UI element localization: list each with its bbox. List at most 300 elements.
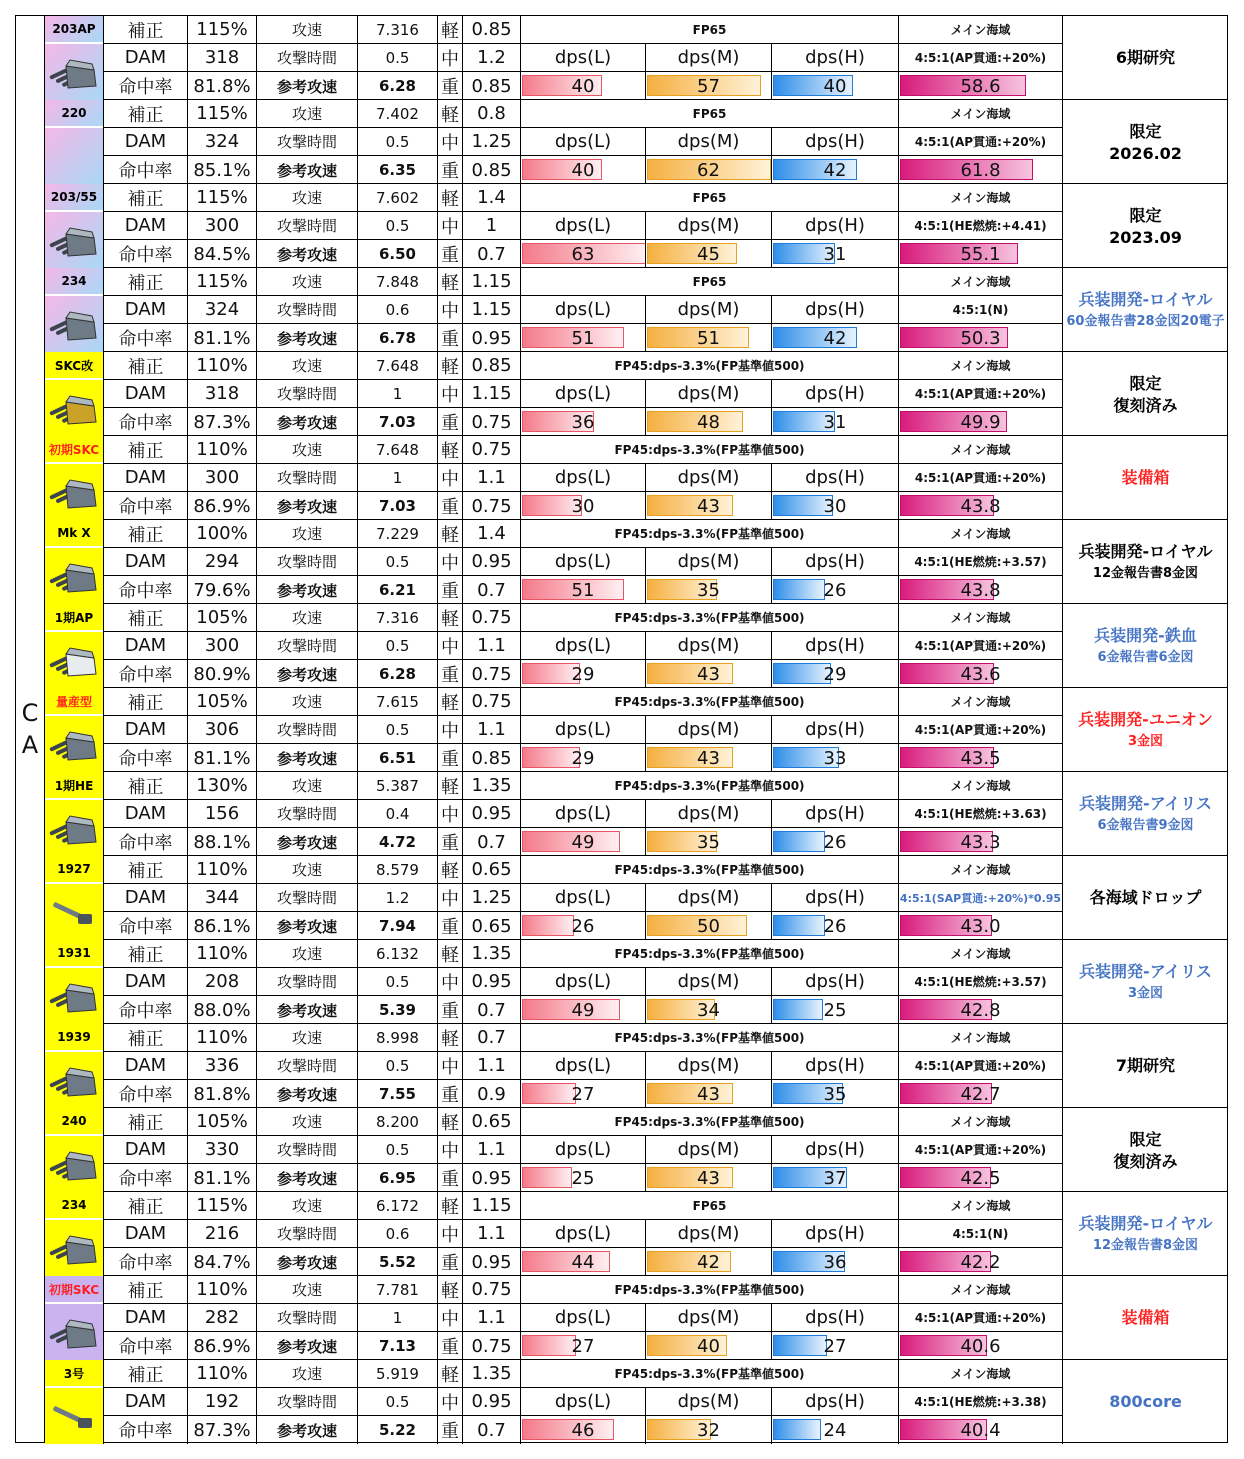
score-value: 43.8	[960, 495, 1001, 517]
dps-medium-cell	[646, 996, 772, 1024]
stat-label: DAM	[104, 296, 188, 324]
twin-turret-icon	[45, 1220, 103, 1276]
stat-label: DAM	[104, 1220, 188, 1248]
speed-value: 8.998	[358, 1024, 438, 1052]
stat-value: 115%	[188, 100, 257, 128]
armor-modifier: 0.95	[463, 1388, 521, 1416]
armor-label: 軽	[438, 100, 463, 128]
dps-medium-value: 50	[697, 915, 720, 937]
source-main: 800core	[1109, 1392, 1182, 1411]
dps-heavy-header: dps(H)	[772, 128, 899, 156]
speed-value: 6.50	[358, 240, 438, 268]
gun-name: 1939	[45, 1024, 103, 1050]
speed-value: 6.35	[358, 156, 438, 184]
dps-medium-value: 62	[697, 159, 720, 181]
dps-medium-header: dps(M)	[646, 968, 772, 996]
dps-heavy-header: dps(H)	[772, 1304, 899, 1332]
dps-medium-cell	[646, 1248, 772, 1276]
score-value: 43.8	[960, 579, 1001, 601]
armor-modifier: 0.95	[463, 1248, 521, 1276]
speed-label: 参考攻速	[257, 576, 358, 604]
dps-heavy-value: 26	[823, 579, 847, 601]
dps-medium-cell	[646, 240, 772, 268]
fp-note: FP45:dps-3.3%(FP基準値500)	[521, 436, 899, 464]
dps-medium-header: dps(M)	[646, 800, 772, 828]
fp-note: FP45:dps-3.3%(FP基準値500)	[521, 520, 899, 548]
speed-label: 参考攻速	[257, 324, 358, 352]
speed-label: 参考攻速	[257, 1080, 358, 1108]
gun-name: SKC改	[45, 352, 103, 378]
score-cell	[899, 912, 1063, 940]
triple-turret-icon	[45, 716, 103, 772]
armor-label: 中	[438, 1052, 463, 1080]
triple-turret-icon	[45, 1052, 103, 1108]
dps-light-header: dps(L)	[521, 128, 646, 156]
ratio-note: 4:5:1(HE燃焼:+3.63)	[899, 800, 1063, 828]
stat-label: DAM	[104, 464, 188, 492]
stat-label: 命中率	[104, 1164, 188, 1192]
speed-value: 6.172	[358, 1192, 438, 1220]
armor-label: 中	[438, 296, 463, 324]
armor-modifier: 0.95	[463, 968, 521, 996]
stat-value: 86.9%	[188, 492, 257, 520]
stat-label: 命中率	[104, 492, 188, 520]
dps-heavy-cell	[772, 156, 899, 184]
ratio-note: 4:5:1(HE燃焼:+3.57)	[899, 968, 1063, 996]
source-main: 兵装開発-鉄血	[1094, 626, 1197, 645]
armor-modifier: 0.75	[463, 408, 521, 436]
stat-label: DAM	[104, 800, 188, 828]
main-area-header: メイン海域	[899, 1360, 1063, 1388]
speed-label: 攻速	[257, 940, 358, 968]
speed-label: 攻速	[257, 268, 358, 296]
stat-value: 84.5%	[188, 240, 257, 268]
stat-label: 補正	[104, 688, 188, 716]
armor-modifier: 0.95	[463, 1164, 521, 1192]
dps-light-value: 36	[571, 411, 595, 433]
dps-medium-cell	[646, 1080, 772, 1108]
speed-label: 参考攻速	[257, 1164, 358, 1192]
armor-modifier: 1.25	[463, 884, 521, 912]
armor-label: 重	[438, 324, 463, 352]
source-sub: 2023.09	[1109, 228, 1182, 247]
dps-light-header: dps(L)	[521, 1136, 646, 1164]
fp-note: FP45:dps-3.3%(FP基準値500)	[521, 688, 899, 716]
dps-light-value: 27	[571, 1083, 595, 1105]
ratio-note: 4:5:1(AP貫通:+20%)	[899, 716, 1063, 744]
speed-value: 7.55	[358, 1080, 438, 1108]
dps-heavy-cell	[772, 1080, 899, 1108]
gun-image-cell	[45, 1360, 104, 1444]
source-cell	[1063, 1192, 1228, 1276]
armor-label: 重	[438, 996, 463, 1024]
dps-heavy-value: 33	[823, 747, 847, 769]
stat-value: 318	[188, 44, 257, 72]
stat-value: 318	[188, 380, 257, 408]
speed-label: 攻撃時間	[257, 884, 358, 912]
gun-row-group	[45, 856, 1227, 940]
armor-modifier: 0.65	[463, 912, 521, 940]
main-area-header: メイン海域	[899, 772, 1063, 800]
dps-light-cell	[521, 156, 646, 184]
gun-image-cell	[45, 604, 104, 688]
dps-medium-value: 32	[697, 1419, 720, 1441]
dps-light-value: 49	[571, 831, 595, 853]
stat-label: 補正	[104, 1360, 188, 1388]
speed-value: 5.387	[358, 772, 438, 800]
dps-medium-cell	[646, 1164, 772, 1192]
stat-value: 216	[188, 1220, 257, 1248]
stat-label: 命中率	[104, 1332, 188, 1360]
score-cell	[899, 156, 1063, 184]
armor-modifier: 1.1	[463, 716, 521, 744]
armor-label: 軽	[438, 940, 463, 968]
dps-medium-header: dps(M)	[646, 1136, 772, 1164]
dps-heavy-value: 26	[823, 915, 847, 937]
armor-label: 重	[438, 1164, 463, 1192]
main-area-header: メイン海域	[899, 1192, 1063, 1220]
class-column	[16, 16, 45, 1442]
speed-value: 1	[358, 1304, 438, 1332]
stat-value: 110%	[188, 1276, 257, 1304]
speed-value: 0.5	[358, 1136, 438, 1164]
stat-label: 命中率	[104, 1248, 188, 1276]
dps-light-value: 44	[571, 1251, 595, 1273]
ratio-note: 4:5:1(AP貫通:+20%)	[899, 44, 1063, 72]
score-value: 58.6	[960, 75, 1001, 97]
source-cell	[1063, 268, 1228, 352]
speed-value: 6.28	[358, 660, 438, 688]
dps-medium-value: 43	[697, 747, 720, 769]
speed-label: 参考攻速	[257, 660, 358, 688]
source-sub: 60金報告書28金図20電子	[1066, 314, 1225, 329]
speed-value: 0.5	[358, 716, 438, 744]
speed-value: 7.316	[358, 604, 438, 632]
source-main: 6期研究	[1115, 48, 1176, 67]
armor-modifier: 1.1	[463, 1136, 521, 1164]
score-cell	[899, 324, 1063, 352]
stat-label: DAM	[104, 380, 188, 408]
armor-modifier: 1.2	[463, 44, 521, 72]
dps-heavy-cell	[772, 408, 899, 436]
score-cell	[899, 576, 1063, 604]
dps-medium-header: dps(M)	[646, 548, 772, 576]
armor-modifier: 1.1	[463, 464, 521, 492]
speed-label: 参考攻速	[257, 828, 358, 856]
fp-note: FP45:dps-3.3%(FP基準値500)	[521, 1276, 899, 1304]
armor-modifier: 0.7	[463, 1416, 521, 1444]
twin-turret-icon	[45, 1304, 103, 1360]
score-cell	[899, 1248, 1063, 1276]
speed-label: 攻撃時間	[257, 380, 358, 408]
dps-light-cell	[521, 408, 646, 436]
stat-value: 115%	[188, 1192, 257, 1220]
stat-label: DAM	[104, 44, 188, 72]
armor-modifier: 0.95	[463, 324, 521, 352]
dps-heavy-header: dps(H)	[772, 884, 899, 912]
speed-value: 6.28	[358, 72, 438, 100]
speed-label: 攻速	[257, 100, 358, 128]
stat-label: DAM	[104, 632, 188, 660]
armor-label: 軽	[438, 1192, 463, 1220]
armor-modifier: 0.75	[463, 688, 521, 716]
speed-value: 0.6	[358, 296, 438, 324]
stat-value: 87.3%	[188, 1416, 257, 1444]
armor-label: 軽	[438, 520, 463, 548]
armor-label: 軽	[438, 604, 463, 632]
triple-turret-icon	[45, 1136, 103, 1192]
dps-heavy-header: dps(H)	[772, 1052, 899, 1080]
dps-heavy-cell	[772, 1248, 899, 1276]
speed-label: 参考攻速	[257, 240, 358, 268]
main-area-header: メイン海域	[899, 268, 1063, 296]
fp-note: FP65	[521, 100, 899, 128]
stat-value: 300	[188, 464, 257, 492]
fp-note: FP65	[521, 268, 899, 296]
stat-value: 336	[188, 1052, 257, 1080]
dps-heavy-header: dps(H)	[772, 1220, 899, 1248]
stat-value: 81.1%	[188, 744, 257, 772]
stat-value: 115%	[188, 184, 257, 212]
main-area-header: メイン海域	[899, 856, 1063, 884]
speed-value: 0.5	[358, 1388, 438, 1416]
dps-light-value: 29	[571, 663, 595, 685]
stat-value: 81.8%	[188, 72, 257, 100]
dps-medium-header: dps(M)	[646, 716, 772, 744]
score-cell	[899, 492, 1063, 520]
speed-value: 0.5	[358, 968, 438, 996]
dps-heavy-value: 27	[823, 1335, 847, 1357]
speed-label: 参考攻速	[257, 156, 358, 184]
dps-heavy-value: 40	[823, 75, 847, 97]
armor-modifier: 1.35	[463, 1360, 521, 1388]
gun-image-cell	[45, 16, 104, 100]
ratio-note: 4:5:1(N)	[899, 1220, 1063, 1248]
score-cell	[899, 660, 1063, 688]
source-sub: 3金図	[1127, 734, 1164, 749]
dps-light-cell	[521, 1416, 646, 1444]
source-main: 兵装開発-ロイヤル	[1078, 1214, 1213, 1233]
dps-heavy-header: dps(H)	[772, 548, 899, 576]
stat-value: 86.9%	[188, 1332, 257, 1360]
source-cell	[1063, 1024, 1228, 1108]
armor-label: 軽	[438, 688, 463, 716]
armor-modifier: 1.1	[463, 1220, 521, 1248]
ratio-note: 4:5:1(HE燃焼:+4.41)	[899, 212, 1063, 240]
score-value: 50.3	[960, 327, 1001, 349]
source-sub: 12金報告書8金図	[1092, 1238, 1199, 1253]
armor-modifier: 0.7	[463, 996, 521, 1024]
armor-modifier: 0.95	[463, 800, 521, 828]
ratio-note: 4:5:1(AP貫通:+20%)	[899, 128, 1063, 156]
armor-modifier: 0.95	[463, 548, 521, 576]
dps-medium-cell	[646, 576, 772, 604]
armor-label: 中	[438, 464, 463, 492]
dps-heavy-value: 36	[823, 1251, 847, 1273]
stat-value: 80.9%	[188, 660, 257, 688]
speed-label: 攻速	[257, 688, 358, 716]
armor-label: 軽	[438, 436, 463, 464]
source-cell	[1063, 16, 1228, 100]
speed-value: 6.78	[358, 324, 438, 352]
armor-modifier: 1.1	[463, 632, 521, 660]
dps-heavy-value: 25	[823, 999, 847, 1021]
armor-modifier: 0.75	[463, 436, 521, 464]
fp-note: FP45:dps-3.3%(FP基準値500)	[521, 940, 899, 968]
source-cell	[1063, 688, 1228, 772]
speed-value: 8.200	[358, 1108, 438, 1136]
armor-label: 軽	[438, 1276, 463, 1304]
speed-label: 参考攻速	[257, 1332, 358, 1360]
stat-value: 192	[188, 1388, 257, 1416]
stat-value: 294	[188, 548, 257, 576]
armor-label: 中	[438, 1304, 463, 1332]
dps-medium-cell	[646, 828, 772, 856]
dps-heavy-cell	[772, 324, 899, 352]
gun-row-group	[45, 940, 1227, 1024]
gun-image-cell	[45, 436, 104, 520]
stat-value: 105%	[188, 688, 257, 716]
dps-light-header: dps(L)	[521, 1220, 646, 1248]
dps-medium-value: 57	[697, 75, 720, 97]
stat-value: 86.1%	[188, 912, 257, 940]
armor-modifier: 1.35	[463, 772, 521, 800]
dps-heavy-header: dps(H)	[772, 716, 899, 744]
speed-label: 攻速	[257, 1276, 358, 1304]
armor-modifier: 0.65	[463, 1108, 521, 1136]
stat-label: DAM	[104, 1052, 188, 1080]
dps-light-cell	[521, 744, 646, 772]
twin-turret-icon	[45, 968, 103, 1024]
speed-value: 7.03	[358, 492, 438, 520]
speed-label: 攻撃時間	[257, 464, 358, 492]
source-main: 装備箱	[1121, 468, 1170, 487]
stat-label: DAM	[104, 212, 188, 240]
dps-medium-value: 34	[697, 999, 720, 1021]
fp-note: FP45:dps-3.3%(FP基準値500)	[521, 1108, 899, 1136]
speed-label: 攻速	[257, 772, 358, 800]
armor-label: 中	[438, 1220, 463, 1248]
armor-label: 中	[438, 380, 463, 408]
twin-turret-icon	[45, 464, 103, 520]
armor-modifier: 0.75	[463, 604, 521, 632]
gun-image-cell	[45, 1192, 104, 1276]
dps-light-cell	[521, 240, 646, 268]
armor-label: 重	[438, 408, 463, 436]
armor-label: 中	[438, 44, 463, 72]
gun-row-group	[45, 1192, 1227, 1276]
speed-value: 7.402	[358, 100, 438, 128]
source-cell	[1063, 940, 1228, 1024]
dps-light-value: 25	[571, 1167, 595, 1189]
gun-name: 量産型	[45, 688, 103, 714]
dps-light-cell	[521, 492, 646, 520]
speed-value: 8.579	[358, 856, 438, 884]
speed-value: 6.132	[358, 940, 438, 968]
speed-label: 参考攻速	[257, 912, 358, 940]
dps-medium-value: 35	[697, 579, 720, 601]
speed-value: 0.5	[358, 128, 438, 156]
speed-value: 7.13	[358, 1332, 438, 1360]
speed-label: 攻速	[257, 16, 358, 44]
stat-value: 87.3%	[188, 408, 257, 436]
dps-light-header: dps(L)	[521, 884, 646, 912]
armor-label: 重	[438, 1080, 463, 1108]
speed-value: 0.5	[358, 632, 438, 660]
gun-name: 234	[45, 268, 103, 294]
armor-modifier: 0.85	[463, 16, 521, 44]
speed-value: 5.22	[358, 1416, 438, 1444]
armor-modifier: 0.7	[463, 240, 521, 268]
dps-medium-header: dps(M)	[646, 212, 772, 240]
armor-modifier: 0.7	[463, 1024, 521, 1052]
dps-medium-value: 51	[697, 327, 720, 349]
dps-light-header: dps(L)	[521, 632, 646, 660]
dps-heavy-cell	[772, 1416, 899, 1444]
gun-image-cell	[45, 772, 104, 856]
score-cell	[899, 72, 1063, 100]
triple-turret-icon	[45, 212, 103, 268]
gun-name: 220	[45, 100, 103, 126]
source-cell	[1063, 1108, 1228, 1192]
speed-label: 攻撃時間	[257, 44, 358, 72]
stat-label: 補正	[104, 16, 188, 44]
dps-heavy-cell	[772, 744, 899, 772]
speed-value: 5.52	[358, 1248, 438, 1276]
score-value: 42.8	[960, 999, 1001, 1021]
gun-row-group	[45, 268, 1227, 352]
gun-image-cell	[45, 352, 104, 436]
speed-label: 攻撃時間	[257, 716, 358, 744]
speed-value: 0.4	[358, 800, 438, 828]
speed-label: 参考攻速	[257, 744, 358, 772]
score-value: 43.5	[960, 747, 1001, 769]
stat-value: 81.8%	[188, 1080, 257, 1108]
ratio-note: 4:5:1(HE燃焼:+3.57)	[899, 548, 1063, 576]
main-area-header: メイン海域	[899, 1108, 1063, 1136]
dps-medium-cell	[646, 1332, 772, 1360]
speed-label: 攻速	[257, 1360, 358, 1388]
source-sub: 12金報告書8金図	[1092, 566, 1199, 581]
armor-label: 重	[438, 492, 463, 520]
source-main: 兵装開発-ユニオン	[1078, 710, 1213, 729]
dps-light-cell	[521, 996, 646, 1024]
stat-value: 110%	[188, 352, 257, 380]
main-area-header: メイン海域	[899, 184, 1063, 212]
gun-name: 203AP	[45, 16, 103, 42]
gun-name: 1931	[45, 940, 103, 966]
dps-light-cell	[521, 1248, 646, 1276]
gun-row-group	[45, 352, 1227, 436]
armor-modifier: 1.25	[463, 128, 521, 156]
score-cell	[899, 408, 1063, 436]
ratio-note: 4:5:1(HE燃焼:+3.38)	[899, 1388, 1063, 1416]
armor-label: 中	[438, 128, 463, 156]
source-main: 限定	[1129, 374, 1162, 393]
gun-rows	[45, 16, 1227, 1444]
dps-heavy-cell	[772, 72, 899, 100]
stat-value: 105%	[188, 1108, 257, 1136]
speed-value: 6.95	[358, 1164, 438, 1192]
source-cell	[1063, 772, 1228, 856]
dps-heavy-header: dps(H)	[772, 296, 899, 324]
dps-heavy-header: dps(H)	[772, 464, 899, 492]
armor-modifier: 1.15	[463, 380, 521, 408]
speed-value: 7.602	[358, 184, 438, 212]
dps-light-header: dps(L)	[521, 464, 646, 492]
triple-turret-icon	[45, 548, 103, 604]
score-value: 49.9	[960, 411, 1001, 433]
